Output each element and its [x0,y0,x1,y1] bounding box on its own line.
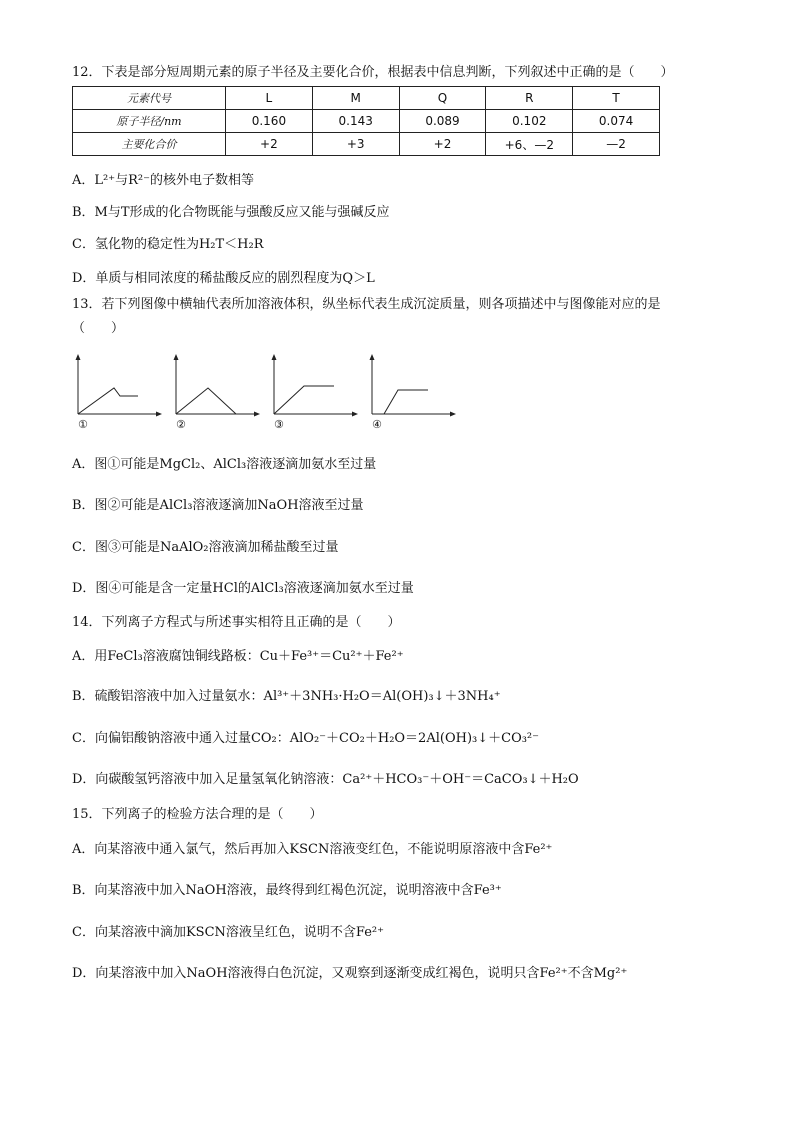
table-cell: 0.074 [573,110,660,133]
table-cell: +6、—2 [486,133,573,156]
q14-option-a: A．用FeCl₃溶液腐蚀铜线路板：Cu＋Fe³⁺＝Cu²⁺＋Fe²⁺ [72,649,404,664]
graph-4-label: ④ [372,418,382,431]
table-cell: 0.089 [399,110,486,133]
q15-option-b: B．向某溶液中加入NaOH溶液，最终得到红褐色沉淀，说明溶液中含Fe³⁺ [72,883,502,898]
graph-1 [72,352,164,436]
q13-option-b: B．图②可能是AlCl₃溶液逐滴加NaOH溶液至过量 [72,498,364,513]
table-cell: +3 [312,133,399,156]
element-info-table [72,86,660,156]
q15-option-a: A．向某溶液中通入氯气，然后再加入KSCN溶液变红色，不能说明原溶液中含Fe²⁺ [72,842,553,857]
q12-option-d: D．单质与相同浓度的稀盐酸反应的剧烈程度为Q＞L [72,271,375,286]
q12-option-a: A．L²⁺与R²⁻的核外电子数相等 [72,173,254,188]
table-cell: 原子半径/nm [73,110,226,133]
graph-3-label: ③ [274,418,284,431]
q15-option-c: C．向某溶液中滴加KSCN溶液呈红色，说明不含Fe²⁺ [72,925,384,940]
graph-2 [170,352,262,436]
table-cell: L [226,87,313,110]
graph-1-label: ① [78,418,88,431]
q13-stem: 13．若下列图像中横轴代表所加溶液体积，纵坐标代表生成沉淀质量，则各项描述中与图像能对应的是 [72,297,661,312]
table-row [73,133,660,156]
table-row [73,87,660,110]
table-cell: Q [399,87,486,110]
q15-stem: 15．下列离子的检验方法合理的是（ ） [72,807,323,822]
q12-option-b: B．M与T形成的化合物既能与强酸反应又能与强碱反应 [72,205,390,220]
q14-option-d: D．向碳酸氢钙溶液中加入足量氢氧化钠溶液：Ca²⁺＋HCO₃⁻＋OH⁻＝CaCO₃↓＋H₂O [72,772,579,787]
table-cell: T [573,87,660,110]
graph-1-plot [72,352,164,418]
q13-option-c: C．图③可能是NaAlO₂溶液滴加稀盐酸至过量 [72,540,339,555]
table-cell: —2 [573,133,660,156]
q14-option-c: C．向偏铝酸钠溶液中通入过量CO₂：AlO₂⁻＋CO₂＋H₂O＝2Al(OH)₃↓＋CO₃²⁻ [72,731,540,746]
table-cell: R [486,87,573,110]
q14-option-b: B．硫酸铝溶液中加入过量氨水：Al³⁺＋3NH₃·H₂O＝Al(OH)₃↓＋3NH₄⁺ [72,689,501,704]
table-cell: M [312,87,399,110]
table-cell: +2 [226,133,313,156]
graph-3 [268,352,360,436]
table-cell: 0.143 [312,110,399,133]
graph-3-plot [268,352,360,418]
table-cell: +2 [399,133,486,156]
q12-option-c: C．氢化物的稳定性为H₂T＜H₂R [72,237,264,252]
q15-option-d: D．向某溶液中加入NaOH溶液得白色沉淀，又观察到逐渐变成红褐色，说明只含Fe²⁺不含Mg²⁺ [72,966,628,981]
q13-option-d: D．图④可能是含一定量HCl的AlCl₃溶液逐滴加氨水至过量 [72,581,414,596]
graph-2-label: ② [176,418,186,431]
table-cell: 主要化合价 [73,133,226,156]
graph-2-plot [170,352,262,418]
q12-stem: 12．下表是部分短周期元素的原子半径及主要化合价，根据表中信息判断，下列叙述中正确的是（ ） [72,65,674,80]
table-row [73,110,660,133]
table-cell: 0.160 [226,110,313,133]
table-cell: 元素代号 [73,87,226,110]
graph-4-plot [366,352,458,418]
table-cell: 0.102 [486,110,573,133]
graph-4 [366,352,458,436]
q14-stem: 14．下列离子方程式与所述事实相符且正确的是（ ） [72,615,401,630]
q13-option-a: A．图①可能是MgCl₂、AlCl₃溶液逐滴加氨水至过量 [72,457,377,472]
q13-stem-paren: （ ） [72,321,125,336]
